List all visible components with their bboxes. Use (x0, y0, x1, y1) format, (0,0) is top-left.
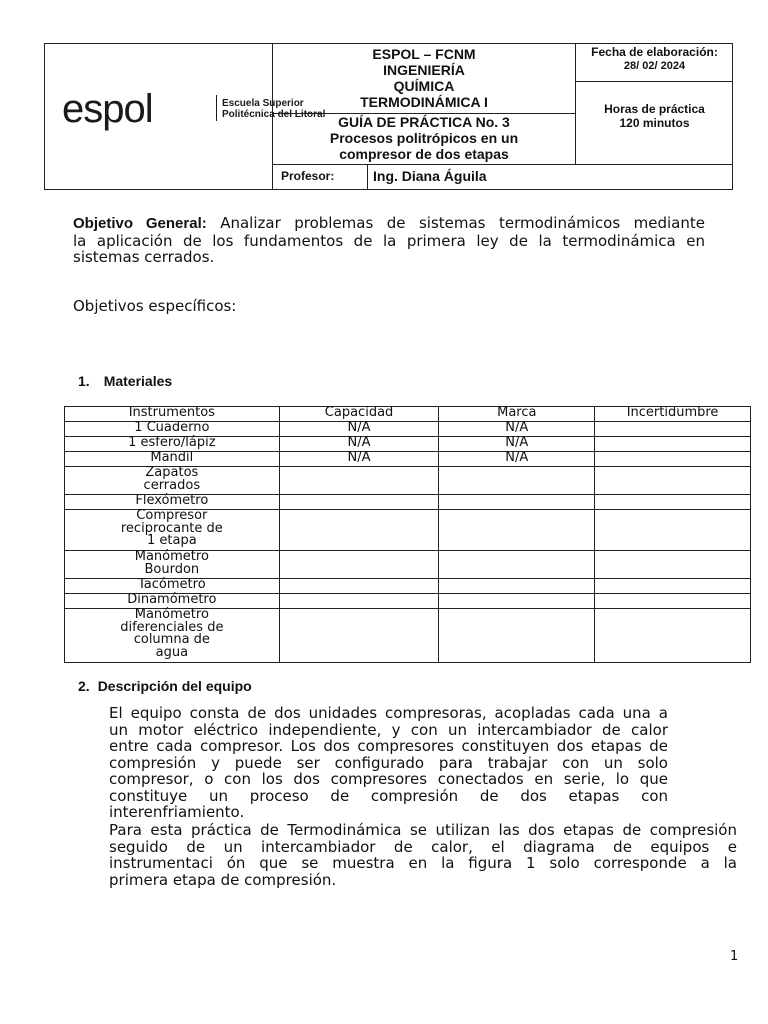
incertidumbre-cell (595, 609, 751, 663)
instrument-line: Bourdon (144, 561, 200, 577)
description-line: compresor, o con los dos compresores conectados en serie, lo que (109, 770, 668, 788)
capacidad-cell (279, 594, 439, 609)
course-title (273, 46, 575, 110)
marca-cell (439, 609, 595, 663)
equipment-description (109, 705, 668, 821)
objetivo-text: Analizar problemas de sistemas termodinámicos mediante (220, 214, 705, 232)
header-divider (575, 81, 733, 82)
capacidad-cell (279, 467, 439, 495)
table-row (65, 467, 751, 495)
horas-value: 120 minutos (619, 116, 690, 130)
description-line: Para esta práctica de Termodinámica se utilizan las dos etapas de compresión (109, 821, 737, 839)
fecha-label: Fecha de elaboración: (591, 45, 718, 59)
logo-subtitle-line: Escuela Superior (222, 98, 304, 109)
marca-cell (439, 551, 595, 579)
title-line: ESPOL – FCNM (372, 46, 476, 62)
equipment-description-2 (109, 822, 737, 888)
objetivo-line: la aplicación de los fundamentos de la primera ley de la termodinámica en (73, 231, 705, 250)
instrument-line: reciprocante de (120, 520, 223, 536)
table-row (65, 551, 751, 579)
logo-subtitle-line: Politécnica del Litoral (222, 109, 326, 120)
marca-cell: N/A (439, 452, 595, 467)
horas-label: Horas de práctica (604, 102, 705, 116)
title-line: INGENIERÍA (383, 62, 465, 78)
header-cell: Marca (439, 407, 595, 422)
description-line: constituye un proceso de compresión de dos etapas con (109, 786, 668, 805)
objetivo-line: sistemas cerrados. (73, 248, 215, 266)
instrument-line: 1 esfero/lápiz (128, 435, 216, 450)
marca-cell (439, 510, 595, 551)
header-divider (367, 164, 368, 190)
capacidad-cell (279, 579, 439, 594)
incertidumbre-cell (595, 579, 751, 594)
incertidumbre-cell (595, 467, 751, 495)
instrument-line: cerrados (143, 477, 201, 493)
instrument-line: Mandil (150, 450, 194, 465)
instrument-line: 1 Cuaderno (134, 420, 210, 435)
section-number: 1. (78, 373, 90, 389)
description-line: primera etapa de compresión. (109, 870, 337, 889)
instrument-line: Dinamómetro (127, 592, 217, 607)
guide-title (273, 114, 575, 162)
description-line: El equipo consta de dos unidades compresoras, acopladas cada una a (109, 704, 668, 722)
instrument-cell (65, 551, 280, 579)
incertidumbre-cell (595, 452, 751, 467)
horas-block (576, 102, 733, 130)
marca-cell (439, 579, 595, 594)
capacidad-cell (279, 495, 439, 510)
fecha-value: 28/ 02/ 2024 (623, 60, 686, 72)
section-number: 2. (78, 678, 90, 694)
objetivo-label: Objetivo General: (73, 215, 207, 232)
header-cell: Capacidad (279, 407, 439, 422)
instrument-line: Tacómetro (138, 577, 206, 592)
incertidumbre-cell (595, 510, 751, 551)
section-2-heading (78, 678, 252, 694)
table-row (65, 510, 751, 551)
capacidad-cell: N/A (279, 422, 439, 437)
guide-line: compresor de dos etapas (339, 146, 509, 162)
description-line: seguido de un intercambiador de calor, el diagrama de equipos e (109, 837, 737, 856)
instrument-cell (65, 609, 280, 663)
capacidad-cell (279, 609, 439, 663)
objetivo-general (73, 215, 705, 266)
guide-line: Procesos politrópicos en un (329, 130, 519, 146)
instrument-line: Manómetro (134, 549, 209, 564)
instrument-cell (65, 510, 280, 551)
section-1-heading (78, 373, 172, 389)
description-line: compresión y puede ser configurado para trabajar con un solo (109, 753, 668, 772)
objetivo-line (73, 215, 705, 233)
marca-cell (439, 467, 595, 495)
guide-line: GUÍA DE PRÁCTICA No. 3 (338, 114, 510, 130)
section-title: Materiales (103, 373, 173, 389)
description-line: instrumentaci ón que se muestra en la figura 1 solo corresponde a la (109, 854, 737, 872)
header-cell: Instrumentos (65, 407, 280, 422)
marca-cell (439, 495, 595, 510)
capacidad-cell: N/A (279, 452, 439, 467)
capacidad-cell (279, 510, 439, 551)
incertidumbre-cell (595, 495, 751, 510)
description-line: interenfriamiento. (109, 803, 245, 821)
incertidumbre-cell (595, 551, 751, 579)
capacidad-cell: N/A (279, 437, 439, 452)
logo-wordmark: espol (62, 87, 153, 131)
instrument-line: Flexómetro (135, 493, 209, 508)
instrument-line: Zapatos (145, 465, 199, 480)
instrument-line: Compresor (136, 508, 208, 523)
instrument-line: Manómetro (134, 607, 209, 622)
description-line: entre cada compresor. Los dos compresores constituyen dos etapas de (109, 737, 668, 755)
materials-table (64, 406, 751, 663)
marca-cell (439, 594, 595, 609)
instrument-line: agua (155, 644, 189, 660)
table-row (65, 609, 751, 663)
incertidumbre-cell (595, 594, 751, 609)
marca-cell: N/A (439, 422, 595, 437)
section-title: Descripción del equipo (97, 678, 252, 694)
logo-separator (216, 95, 217, 121)
profesor-value: Ing. Diana Águila (373, 168, 487, 184)
title-line: QUÍMICA (393, 78, 455, 94)
espol-logo (62, 87, 326, 133)
objetivos-especificos: Objetivos específicos: (73, 297, 237, 315)
instrument-line: diferenciales de (120, 619, 224, 635)
title-line: TERMODINÁMICA I (360, 94, 488, 110)
fecha-block (576, 45, 733, 73)
instrument-cell (65, 467, 280, 495)
header-cell: Incertidumbre (595, 407, 751, 422)
instrument-line: 1 etapa (146, 533, 197, 548)
instrument-line: columna de (133, 632, 210, 647)
header-divider (272, 164, 733, 165)
page-number: 1 (730, 949, 739, 964)
capacidad-cell (279, 551, 439, 579)
profesor-label: Profesor: (281, 169, 335, 183)
incertidumbre-cell (595, 437, 751, 452)
marca-cell: N/A (439, 437, 595, 452)
incertidumbre-cell (595, 422, 751, 437)
description-line: un motor eléctrico independiente, y con un intercambiador de calor (109, 720, 668, 739)
